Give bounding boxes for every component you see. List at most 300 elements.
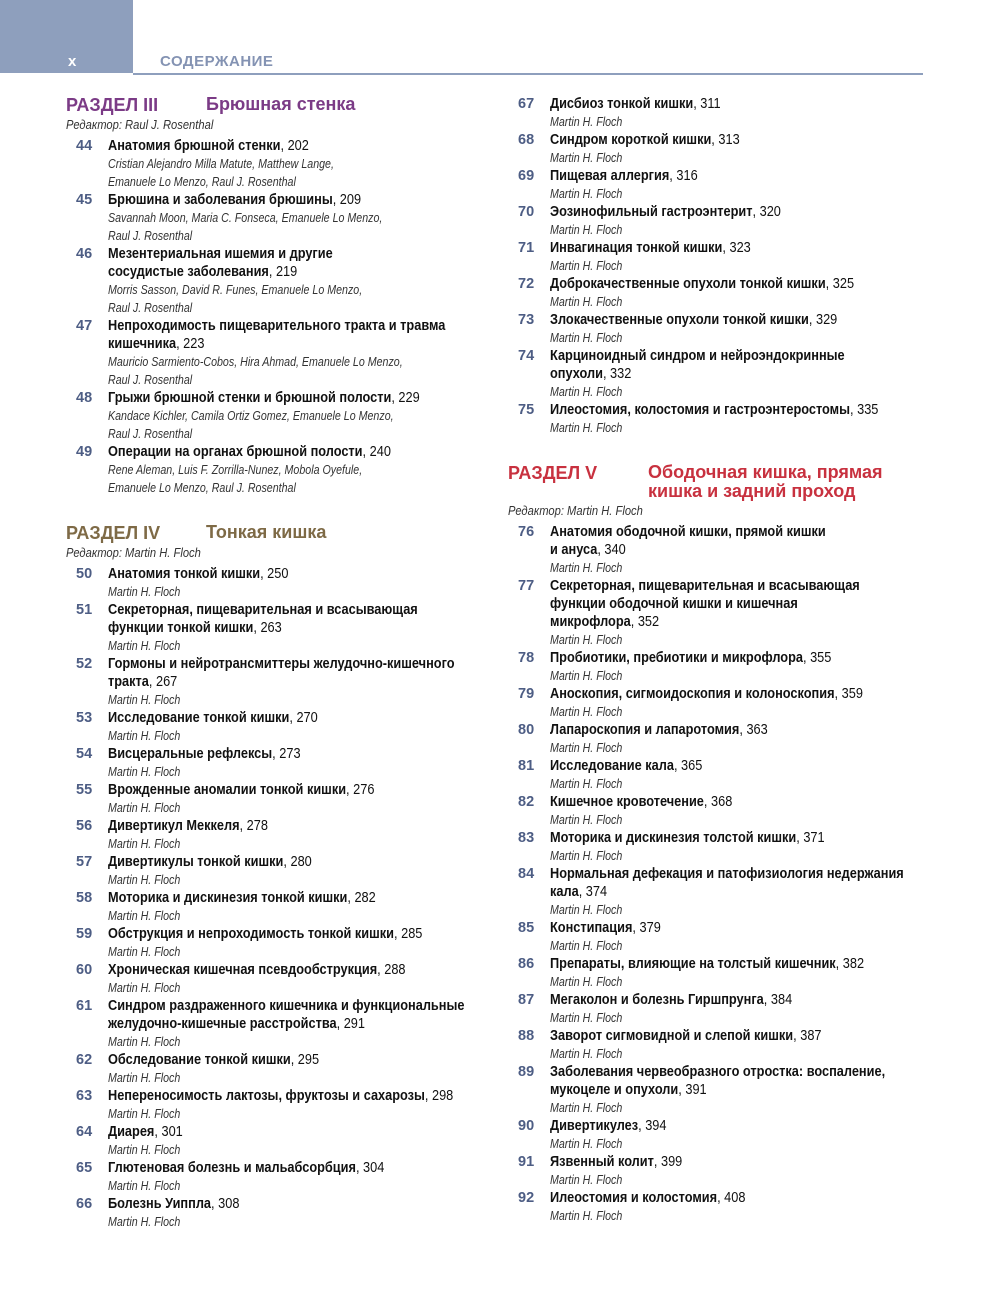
toc-entry[interactable] <box>508 649 928 685</box>
chapter-page: , 371 <box>796 830 825 846</box>
chapter-authors: Martin H. Floch <box>108 1070 181 1085</box>
chapter-body <box>550 991 928 1027</box>
toc-entry[interactable] <box>508 793 928 829</box>
chapter-authors: Martin H. Floch <box>108 1034 181 1049</box>
chapter-page: , 359 <box>834 686 863 702</box>
chapter-title: Болезнь Уиппла, 308 <box>108 1196 240 1212</box>
toc-entry[interactable] <box>508 239 928 275</box>
header-tab <box>0 0 133 73</box>
chapter-title: Кишечное кровотечение, 368 <box>550 794 733 810</box>
chapter-number: 68 <box>518 132 535 148</box>
chapter-authors: Martin H. Floch <box>108 1142 181 1157</box>
chapter-number: 92 <box>518 1190 535 1206</box>
chapter-title: Анатомия ободочной кишки, прямой кишки и ануса, 340 <box>550 524 826 558</box>
chapter-authors: Morris Sasson, David R. Funes, Emanuele Lo Menzo, Raul J. Rosenthal <box>108 282 363 315</box>
chapter-title: Глютеновая болезнь и мальабсорбция, 304 <box>108 1160 385 1176</box>
chapter-page: , 301 <box>154 1124 183 1140</box>
chapter-title: Лапароскопия и лапаротомия, 363 <box>550 722 768 738</box>
toc-entry[interactable] <box>66 1123 481 1159</box>
section-heading <box>66 95 481 115</box>
chapter-number: 84 <box>518 866 535 882</box>
toc-entry[interactable] <box>508 1117 928 1153</box>
chapter-title: Обструкция и непроходимость тонкой кишки, 285 <box>108 926 423 942</box>
toc-entry[interactable] <box>508 275 928 311</box>
chapter-title: Мезентериальная ишемия и другие сосудистые заболевания, 219 <box>108 246 333 280</box>
chapter-authors: Martin H. Floch <box>550 1046 623 1061</box>
chapter-number: 46 <box>76 246 93 262</box>
chapter-authors: Mauricio Sarmiento-Cobos, Hira Ahmad, Emanuele Lo Menzo, Raul J. Rosenthal <box>108 354 403 387</box>
chapter-body <box>108 853 481 889</box>
chapter-number: 47 <box>76 318 93 334</box>
toc-entry[interactable] <box>66 961 481 997</box>
chapter-body <box>550 1189 928 1225</box>
chapter-body <box>108 443 481 497</box>
toc-entry[interactable] <box>66 137 481 191</box>
chapter-body <box>550 1153 928 1189</box>
chapter-number: 45 <box>76 192 93 208</box>
chapter-authors: Martin H. Floch <box>550 704 623 719</box>
chapter-body <box>550 275 928 311</box>
chapter-body <box>108 745 481 781</box>
chapter-title: Нормальная дефекация и патофизиология недержания кала, 374 <box>550 866 904 900</box>
chapter-body <box>550 919 928 955</box>
chapter-page: , 276 <box>346 782 375 798</box>
chapter-authors: Martin H. Floch <box>108 872 181 887</box>
chapter-title: Язвенный колит, 399 <box>550 1154 683 1170</box>
chapter-body <box>550 1027 928 1063</box>
chapter-title: Диарея, 301 <box>108 1124 183 1140</box>
chapter-authors: Martin H. Floch <box>108 980 181 995</box>
chapter-number: 44 <box>76 138 93 154</box>
toc-column-right <box>508 95 928 1225</box>
chapter-number: 70 <box>518 204 535 220</box>
chapter-body <box>550 347 928 401</box>
chapter-page: , 267 <box>148 674 178 690</box>
toc-entry[interactable] <box>508 829 928 865</box>
chapter-authors: Martin H. Floch <box>550 294 623 309</box>
chapter-authors: Martin H. Floch <box>550 258 623 273</box>
chapter-authors: Martin H. Floch <box>550 632 623 647</box>
chapter-body <box>108 601 481 655</box>
chapter-authors: Martin H. Floch <box>550 668 623 683</box>
section-label: РАЗДЕЛ IV <box>66 523 161 543</box>
chapter-body <box>108 191 481 245</box>
chapter-body <box>108 925 481 961</box>
chapter-title: Констипация, 379 <box>550 920 661 936</box>
chapter-number: 76 <box>518 524 535 540</box>
chapter-authors: Martin H. Floch <box>108 908 181 923</box>
section-label: РАЗДЕЛ III <box>66 95 159 115</box>
chapter-number: 71 <box>518 240 535 256</box>
chapter-authors: Martin H. Floch <box>550 222 623 237</box>
chapter-title: Исследование кала, 365 <box>550 758 703 774</box>
toc-entry[interactable] <box>508 991 928 1027</box>
chapter-page: , 311 <box>693 96 721 112</box>
chapter-number: 87 <box>518 992 535 1008</box>
chapter-number: 91 <box>518 1154 535 1170</box>
chapter-page: , 352 <box>630 614 660 630</box>
section-heading <box>66 523 481 543</box>
section-title: Тонкая кишка <box>206 522 327 542</box>
toc-section <box>508 95 928 437</box>
chapter-body <box>550 203 928 239</box>
chapter-title: Илеостомия, колостомия и гастроэнтеростомы, 335 <box>550 402 879 418</box>
chapter-body <box>550 167 928 203</box>
chapter-authors: Kandace Kichler, Camila Ortiz Gomez, Emanuele Lo Menzo, Raul J. Rosenthal <box>108 408 394 441</box>
chapter-authors: Martin H. Floch <box>550 114 623 129</box>
chapter-body <box>550 955 928 991</box>
chapter-authors: Martin H. Floch <box>550 186 623 201</box>
chapter-number: 80 <box>518 722 535 738</box>
toc-entry[interactable] <box>66 781 481 817</box>
chapter-title: Препараты, влияющие на толстый кишечник, 382 <box>550 956 865 972</box>
chapter-page: , 202 <box>280 138 309 154</box>
toc-entry[interactable] <box>508 577 928 649</box>
chapter-authors: Martin H. Floch <box>108 728 181 743</box>
toc-entry[interactable] <box>66 745 481 781</box>
chapter-title: Обследование тонкой кишки, 295 <box>108 1052 320 1068</box>
toc-entry[interactable] <box>508 203 928 239</box>
chapter-number: 75 <box>518 402 535 418</box>
chapter-authors: Martin H. Floch <box>550 1208 623 1223</box>
chapter-authors: Martin H. Floch <box>550 330 623 345</box>
chapter-number: 58 <box>76 890 93 906</box>
chapter-body <box>550 401 928 437</box>
chapter-number: 69 <box>518 168 535 184</box>
chapter-page: , 288 <box>377 962 406 978</box>
toc-entry[interactable] <box>508 311 928 347</box>
chapter-authors: Martin H. Floch <box>550 1172 623 1187</box>
chapter-body <box>108 245 481 317</box>
chapter-authors: Martin H. Floch <box>550 848 623 863</box>
chapter-title: Исследование тонкой кишки, 270 <box>108 710 318 726</box>
toc-entry[interactable] <box>66 1087 481 1123</box>
chapter-page: , 365 <box>673 758 703 774</box>
chapter-page: , 329 <box>808 312 838 328</box>
section-heading <box>508 463 928 501</box>
chapter-body <box>550 793 928 829</box>
chapter-body <box>108 1159 481 1195</box>
chapter-page: , 209 <box>332 192 362 208</box>
chapter-number: 81 <box>518 758 535 774</box>
chapter-authors: Martin H. Floch <box>108 692 181 707</box>
chapter-title: Пищевая аллергия, 316 <box>550 168 698 184</box>
toc-entry[interactable] <box>66 389 481 443</box>
chapter-authors: Martin H. Floch <box>550 1100 623 1115</box>
chapter-page: , 394 <box>638 1118 667 1134</box>
chapter-number: 52 <box>76 656 93 672</box>
chapter-title: Эозинофильный гастроэнтерит, 320 <box>550 204 781 220</box>
chapter-title: Анатомия тонкой кишки, 250 <box>108 566 289 582</box>
chapter-body <box>108 1123 481 1159</box>
chapter-number: 55 <box>76 782 93 798</box>
chapter-page: , 295 <box>290 1052 320 1068</box>
chapter-page: , 384 <box>763 992 793 1008</box>
chapter-body <box>550 239 928 275</box>
chapter-number: 90 <box>518 1118 535 1134</box>
toc-entry[interactable] <box>66 997 481 1051</box>
chapter-page: , 270 <box>289 710 318 726</box>
chapter-title: Моторика и дискинезия тонкой кишки, 282 <box>108 890 376 906</box>
toc-entry[interactable] <box>508 401 928 437</box>
chapter-authors: Rene Aleman, Luis F. Zorrilla-Nunez, Mobola Oyefule, Emanuele Lo Menzo, Raul J. Rosenthal <box>108 462 363 495</box>
toc-entry[interactable] <box>508 1063 928 1117</box>
chapter-number: 85 <box>518 920 535 936</box>
chapter-number: 57 <box>76 854 93 870</box>
chapter-number: 78 <box>518 650 535 666</box>
chapter-number: 66 <box>76 1196 93 1212</box>
chapter-authors: Martin H. Floch <box>108 1106 181 1121</box>
chapter-authors: Martin H. Floch <box>108 584 181 599</box>
chapter-number: 74 <box>518 348 535 364</box>
chapter-page: , 282 <box>347 890 376 906</box>
chapter-body <box>108 781 481 817</box>
chapter-page: , 308 <box>211 1196 240 1212</box>
toc-entry[interactable] <box>508 685 928 721</box>
toc-entry[interactable] <box>508 95 928 131</box>
toc-entry[interactable] <box>508 919 928 955</box>
toc-entry[interactable] <box>66 601 481 655</box>
chapter-title: Дивертикул Меккеля, 278 <box>108 818 268 834</box>
chapter-authors: Martin H. Floch <box>550 150 623 165</box>
chapter-title: Илеостомия и колостомия, 408 <box>550 1190 746 1206</box>
section-title: Ободочная кишка, прямая кишка и задний проход <box>648 462 883 501</box>
chapter-page: , 332 <box>602 366 632 382</box>
toc-entry[interactable] <box>66 853 481 889</box>
toc-entry[interactable] <box>66 443 481 497</box>
chapter-authors: Savannah Moon, Maria C. Fonseca, Emanuele Lo Menzo, Raul J. Rosenthal <box>108 210 383 243</box>
chapter-authors: Martin H. Floch <box>108 764 181 779</box>
chapter-page: , 374 <box>578 884 608 900</box>
chapter-authors: Martin H. Floch <box>108 800 181 815</box>
toc-entry[interactable] <box>66 317 481 389</box>
chapter-title: Моторика и дискинезия толстой кишки, 371 <box>550 830 825 846</box>
chapter-page: , 298 <box>424 1088 454 1104</box>
chapter-title: Дивертикулез, 394 <box>550 1118 667 1134</box>
chapter-page: , 219 <box>268 264 298 280</box>
toc-entry[interactable] <box>508 167 928 203</box>
chapter-body <box>550 131 928 167</box>
page-number: x <box>68 53 77 70</box>
chapter-body <box>108 817 481 853</box>
chapter-body <box>108 709 481 745</box>
chapter-title: Непереносимость лактозы, фруктозы и сахарозы, 298 <box>108 1088 454 1104</box>
chapter-body <box>550 1063 928 1117</box>
section-editor: Редактор: Martin H. Floch <box>66 545 201 560</box>
chapter-body <box>108 1051 481 1087</box>
chapter-title: Инвагинация тонкой кишки, 323 <box>550 240 751 256</box>
chapter-number: 88 <box>518 1028 535 1044</box>
chapter-page: , 223 <box>176 336 205 352</box>
chapter-number: 56 <box>76 818 93 834</box>
chapter-page: , 382 <box>835 956 865 972</box>
chapter-body <box>550 95 928 131</box>
section-title: Брюшная стенка <box>206 94 356 114</box>
chapter-number: 73 <box>518 312 535 328</box>
chapter-page: , 280 <box>283 854 312 870</box>
chapter-page: , 368 <box>703 794 733 810</box>
chapter-body <box>108 317 481 389</box>
chapter-title: Операции на органах брюшной полости, 240 <box>108 444 391 460</box>
chapter-authors: Martin H. Floch <box>108 836 181 851</box>
chapter-page: , 316 <box>669 168 698 184</box>
chapter-page: , 229 <box>391 390 420 406</box>
toc-entry[interactable] <box>66 1195 481 1231</box>
chapter-title: Непроходимость пищеварительного тракта и травма кишечника, 223 <box>108 318 446 352</box>
chapter-authors: Martin H. Floch <box>550 902 623 917</box>
toc-entry[interactable] <box>508 865 928 919</box>
toc-entry[interactable] <box>66 925 481 961</box>
running-title: СОДЕРЖАНИЕ <box>160 53 274 70</box>
chapter-number: 61 <box>76 998 93 1014</box>
toc-entry[interactable] <box>66 191 481 245</box>
section-editor: Редактор: Martin H. Floch <box>508 503 643 518</box>
chapter-body <box>550 649 928 685</box>
toc-entry[interactable] <box>508 1027 928 1063</box>
chapter-body <box>108 137 481 191</box>
chapter-number: 50 <box>76 566 93 582</box>
chapter-number: 79 <box>518 686 535 702</box>
chapter-number: 60 <box>76 962 93 978</box>
chapter-authors: Martin H. Floch <box>550 1136 623 1151</box>
chapter-page: , 399 <box>653 1154 683 1170</box>
chapter-page: , 291 <box>336 1016 366 1032</box>
toc-entry[interactable] <box>66 817 481 853</box>
chapter-body <box>108 389 481 443</box>
chapter-body <box>550 577 928 649</box>
toc-section <box>508 463 928 1225</box>
section-editor: Редактор: Raul J. Rosenthal <box>66 117 214 132</box>
toc-entry[interactable] <box>508 955 928 991</box>
chapter-page: , 240 <box>362 444 391 460</box>
toc-entry[interactable] <box>508 1189 928 1225</box>
toc-column-left <box>66 95 481 1231</box>
toc-entry[interactable] <box>66 655 481 709</box>
chapter-authors: Martin H. Floch <box>550 938 623 953</box>
toc-section <box>66 523 481 1231</box>
chapter-number: 59 <box>76 926 93 942</box>
chapter-page: , 263 <box>253 620 282 636</box>
chapter-page: , 325 <box>825 276 855 292</box>
chapter-page: , 313 <box>711 132 740 148</box>
chapter-body <box>108 1195 481 1231</box>
chapter-number: 63 <box>76 1088 93 1104</box>
chapter-page: , 363 <box>739 722 768 738</box>
chapter-title: Брюшина и заболевания брюшины, 209 <box>108 192 362 208</box>
chapter-authors: Martin H. Floch <box>108 1214 181 1229</box>
toc-entry[interactable] <box>508 757 928 793</box>
chapter-authors: Martin H. Floch <box>550 384 623 399</box>
chapter-page: , 355 <box>803 650 832 666</box>
toc-entry[interactable] <box>66 1051 481 1087</box>
chapter-page: , 335 <box>850 402 879 418</box>
toc-entry[interactable] <box>508 131 928 167</box>
chapter-title: Аноскопия, сигмоидоскопия и колоноскопия, 359 <box>550 686 863 702</box>
chapter-title: Карциноидный синдром и нейроэндокринные опухоли, 332 <box>550 348 845 382</box>
section-label: РАЗДЕЛ V <box>508 463 598 483</box>
chapter-title: Мегаколон и болезнь Гиршпрунга, 384 <box>550 992 793 1008</box>
chapter-number: 86 <box>518 956 535 972</box>
chapter-page: , 387 <box>793 1028 822 1044</box>
toc-section <box>66 95 481 497</box>
chapter-body <box>550 685 928 721</box>
chapter-body <box>550 1117 928 1153</box>
chapter-title: Злокачественные опухоли тонкой кишки, 329 <box>550 312 838 328</box>
toc-entry[interactable] <box>508 1153 928 1189</box>
chapter-number: 72 <box>518 276 535 292</box>
chapter-title: Дивертикулы тонкой кишки, 280 <box>108 854 312 870</box>
chapter-title: Пробиотики, пребиотики и микрофлора, 355 <box>550 650 832 666</box>
chapter-authors: Martin H. Floch <box>108 1178 181 1193</box>
chapter-body <box>550 829 928 865</box>
chapter-page: , 379 <box>632 920 661 936</box>
toc-entry[interactable] <box>508 347 928 401</box>
chapter-number: 48 <box>76 390 93 406</box>
toc-entry[interactable] <box>66 245 481 317</box>
chapter-number: 49 <box>76 444 93 460</box>
chapter-number: 83 <box>518 830 535 846</box>
chapter-body <box>550 865 928 919</box>
chapter-authors: Martin H. Floch <box>108 944 181 959</box>
chapter-number: 67 <box>518 96 535 112</box>
toc-entry[interactable] <box>66 889 481 925</box>
chapter-authors: Martin H. Floch <box>550 1010 623 1025</box>
chapter-authors: Martin H. Floch <box>550 776 623 791</box>
chapter-authors: Martin H. Floch <box>550 812 623 827</box>
chapter-page: , 278 <box>239 818 268 834</box>
toc-entry[interactable] <box>508 721 928 757</box>
chapter-number: 51 <box>76 602 93 618</box>
chapter-body <box>550 757 928 793</box>
chapter-title: Врожденные аномалии тонкой кишки, 276 <box>108 782 375 798</box>
chapter-body <box>108 961 481 997</box>
chapter-number: 53 <box>76 710 93 726</box>
toc-entry[interactable] <box>66 565 481 601</box>
chapter-title: Секреторная, пищеварительная и всасывающая функции ободочной кишки и кишечная микрофлора, 352 <box>550 578 860 630</box>
chapter-body <box>108 889 481 925</box>
chapter-page: , 285 <box>394 926 423 942</box>
chapter-page: , 273 <box>272 746 301 762</box>
chapter-title: Заболевания червеобразного отростка: воспаление, мукоцеле и опухоли, 391 <box>550 1064 886 1098</box>
chapter-authors: Martin H. Floch <box>550 974 623 989</box>
chapter-body <box>108 1087 481 1123</box>
chapter-body <box>550 721 928 757</box>
chapter-title: Грыжи брюшной стенки и брюшной полости, 229 <box>108 390 420 406</box>
chapter-number: 54 <box>76 746 93 762</box>
chapter-title: Анатомия брюшной стенки, 202 <box>108 138 309 154</box>
chapter-authors: Martin H. Floch <box>108 638 181 653</box>
chapter-title: Синдром раздраженного кишечника и функциональные желудочно-кишечные расстройства, 291 <box>108 998 465 1032</box>
chapter-body <box>550 311 928 347</box>
chapter-authors: Martin H. Floch <box>550 560 623 575</box>
chapter-title: Висцеральные рефлексы, 273 <box>108 746 301 762</box>
chapter-page: , 340 <box>597 542 626 558</box>
toc-entry[interactable] <box>508 523 928 577</box>
chapter-title: Гормоны и нейротрансмиттеры желудочно-кишечного тракта, 267 <box>108 656 455 690</box>
chapter-page: , 250 <box>260 566 289 582</box>
toc-entry[interactable] <box>66 709 481 745</box>
chapter-body <box>108 565 481 601</box>
chapter-authors: Cristian Alejandro Milla Matute, Matthew Lange, Emanuele Lo Menzo, Raul J. Rosenthal <box>108 156 334 189</box>
toc-entry[interactable] <box>66 1159 481 1195</box>
chapter-body <box>550 523 928 577</box>
chapter-title: Секреторная, пищеварительная и всасывающая функции тонкой кишки, 263 <box>108 602 418 636</box>
chapter-number: 64 <box>76 1124 93 1140</box>
header-rule <box>133 73 923 75</box>
chapter-title: Дисбиоз тонкой кишки, 311 <box>550 96 721 112</box>
chapter-number: 65 <box>76 1160 93 1176</box>
chapter-page: , 391 <box>678 1082 707 1098</box>
